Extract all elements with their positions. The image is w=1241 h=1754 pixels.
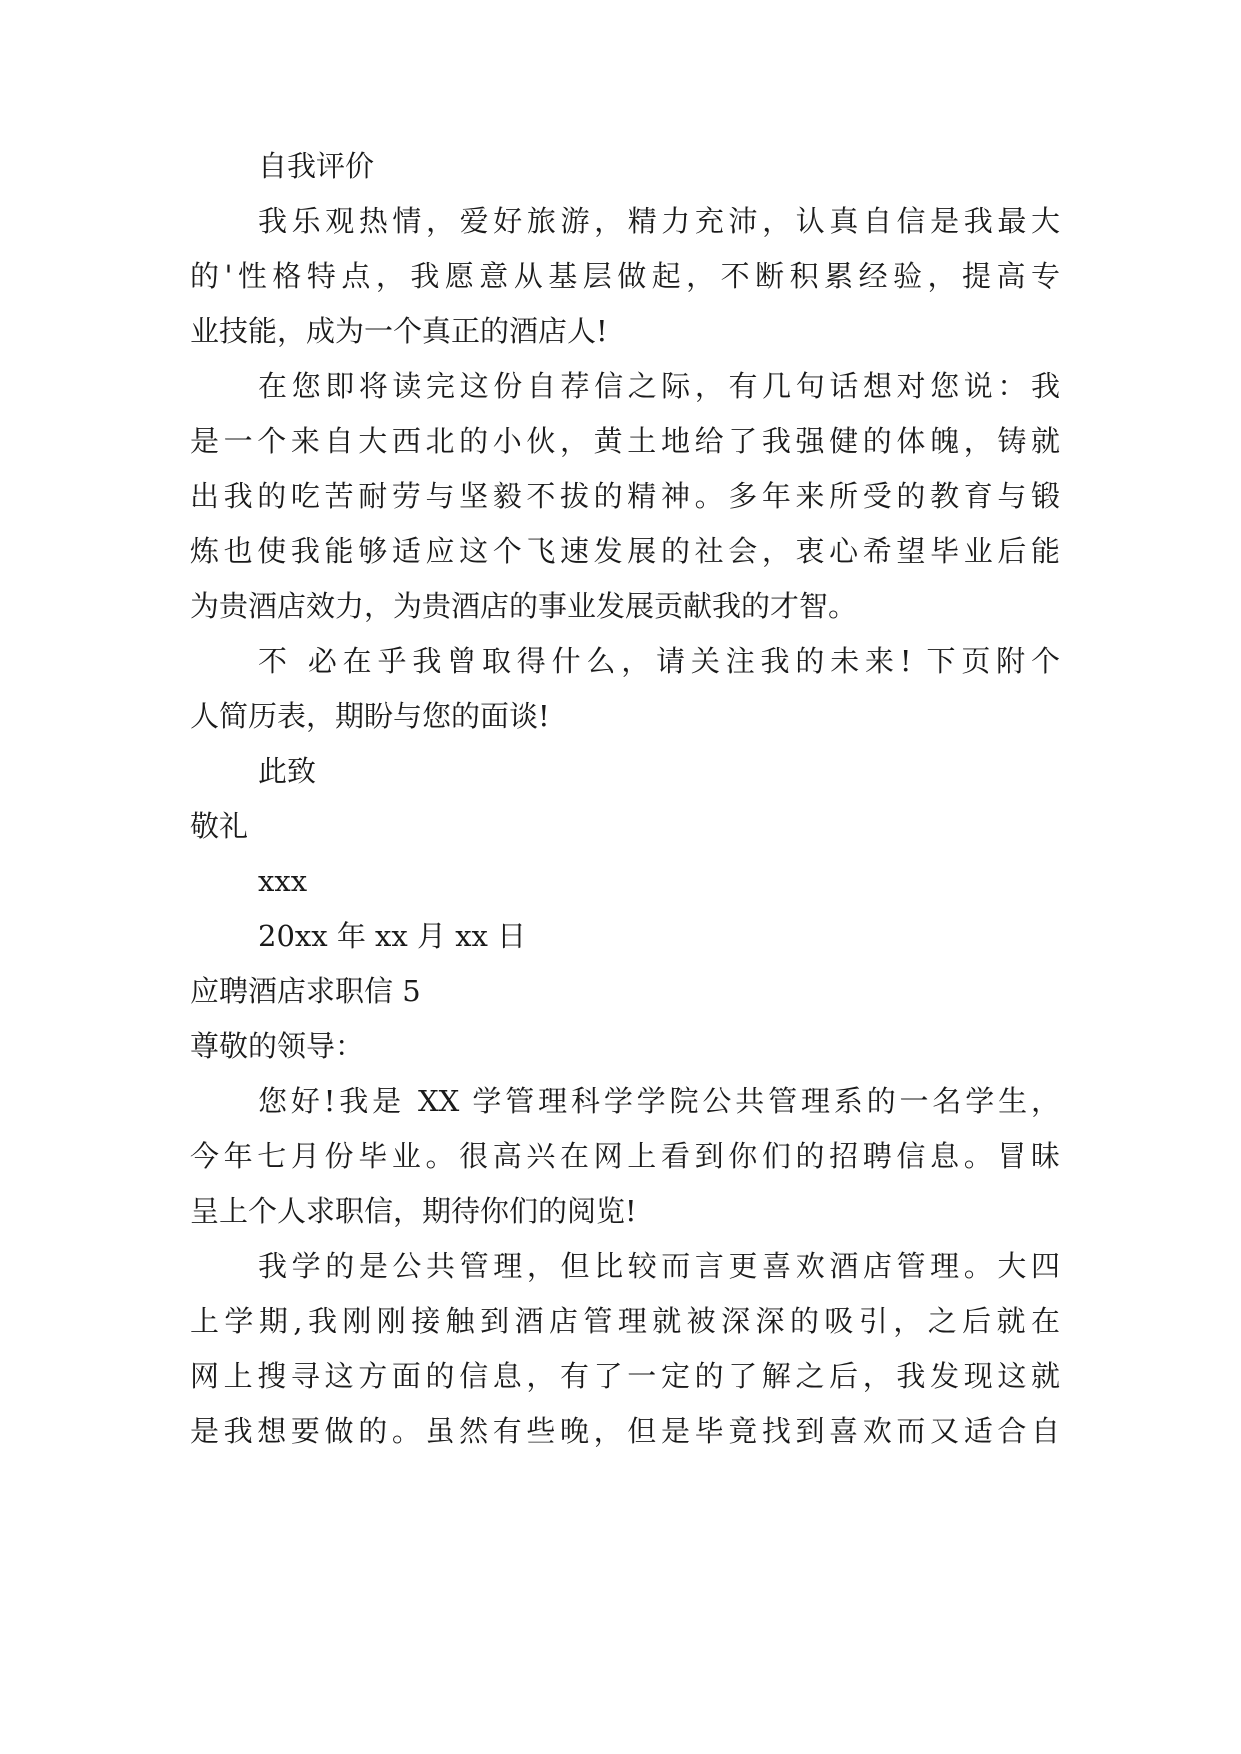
signature-name: xxx [258,864,308,898]
paragraph-line: 我学的是公共管理，但比较而言更喜欢酒店管理。大四 [258,1249,1060,1283]
paragraph-line: 人简历表，期盼与您的面谈! [190,699,550,733]
signature-date: 20xx 年 xx 月 xx 日 [258,919,527,953]
letter-greeting: 尊敬的领导： [190,1029,365,1063]
paragraph-line: 我乐观热情，爱好旅游，精力充沛，认真自信是我最大 [258,204,1060,238]
section-heading-self-evaluation: 自我评价 [258,149,375,183]
paragraph-line: 业技能，成为一个真正的酒店人! [190,314,608,348]
paragraph-line: 今年七月份毕业。很高兴在网上看到你们的招聘信息。冒昧 [190,1139,1060,1173]
paragraph-line: 在您即将读完这份自荐信之际，有几句话想对您说：我 [258,369,1060,403]
paragraph-line: 是我想要做的。虽然有些晚，但是毕竟找到喜欢而又适合自 [190,1414,1060,1448]
paragraph-line: 您好!我是 XX 学管理科学学院公共管理系的一名学生， [258,1084,1060,1118]
section-heading-letter-5: 应聘酒店求职信 5 [190,974,421,1008]
paragraph-line: 网上搜寻这方面的信息，有了一定的了解之后，我发现这就 [190,1359,1060,1393]
paragraph-line: 为贵酒店效力，为贵酒店的事业发展贡献我的才智。 [190,589,858,623]
paragraph-line: 出我的吃苦耐劳与坚毅不拔的精神。多年来所受的教育与锻 [190,479,1060,513]
closing-regards: 敬礼 [190,809,249,843]
paragraph-line: 呈上个人求职信，期待你们的阅览! [190,1194,637,1228]
paragraph-line: 不 必在乎我曾取得什么，请关注我的未来! 下页附个 [258,644,1060,678]
paragraph-line: 上学期,我刚刚接触到酒店管理就被深深的吸引，之后就在 [190,1304,1060,1338]
paragraph-line: 炼也使我能够适应这个飞速发展的社会，衷心希望毕业后能 [190,534,1060,568]
paragraph-line: 的'性格特点，我愿意从基层做起，不断积累经验，提高专 [190,259,1060,293]
paragraph-line: 是一个来自大西北的小伙，黄土地给了我强健的体魄，铸就 [190,424,1060,458]
closing-salutation: 此致 [258,754,317,788]
